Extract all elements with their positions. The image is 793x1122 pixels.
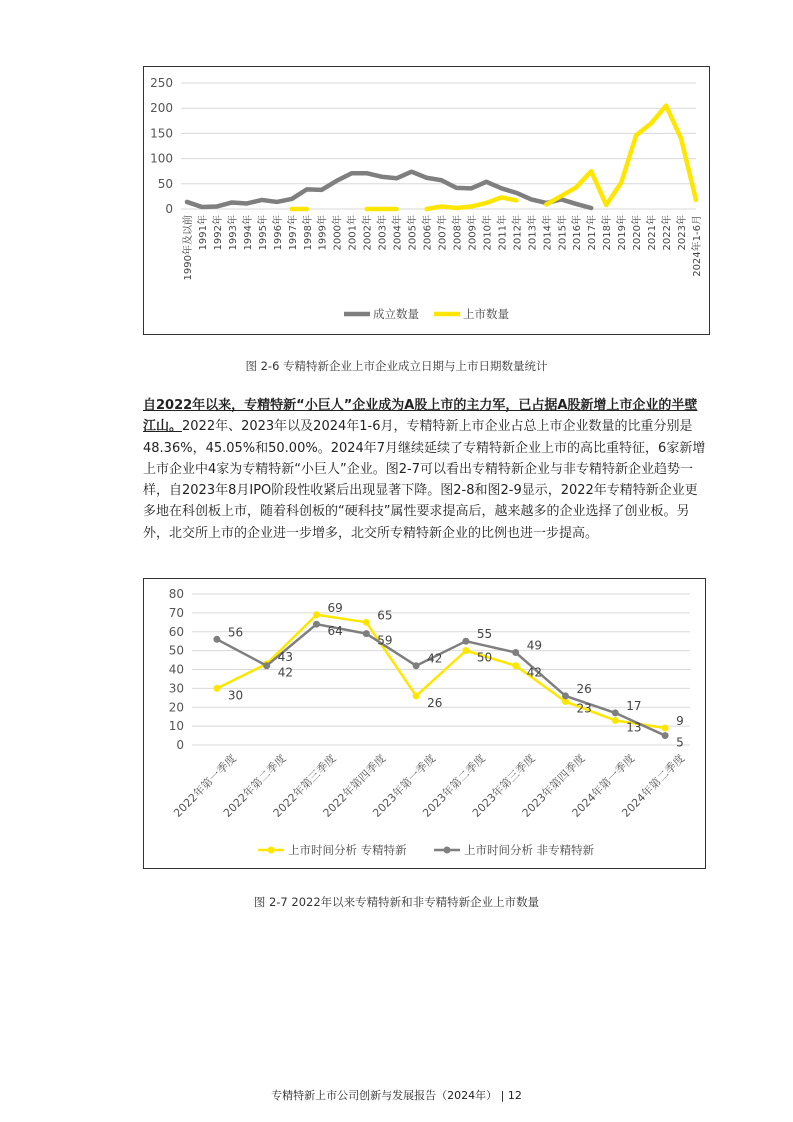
data-label: 5 (676, 735, 684, 750)
x-tick-label: 1997年 (287, 215, 299, 251)
y-tick-label: 100 (150, 151, 173, 166)
y-tick-label: 200 (150, 101, 173, 116)
x-tick-label: 2010年 (482, 215, 494, 251)
data-label: 56 (227, 625, 244, 640)
y-tick-label: 0 (176, 738, 184, 752)
x-tick-label: 2020年 (632, 215, 644, 251)
x-tick-label: 2018年 (602, 215, 614, 251)
x-tick-label: 2011年 (497, 215, 509, 251)
x-tick-label: 2016年 (572, 215, 584, 251)
legend-label: 上市时间分析 专精特新 (288, 843, 407, 857)
data-label: 26 (576, 681, 592, 696)
data-point (213, 685, 220, 692)
y-tick-label: 0 (165, 202, 173, 216)
series-line-2 (546, 106, 696, 205)
lead-sentence: 自2022年以来，专精特新“小巨人”企业成为A股上市的主力军，已占据A股新增上市企业的半壁江山。 (143, 398, 698, 435)
x-tick-label: 2002年 (362, 215, 374, 251)
x-tick-label: 1999年 (317, 215, 329, 251)
x-tick-label: 2007年 (437, 215, 449, 251)
x-tick-label: 2014年 (542, 215, 554, 251)
x-tick-label: 1995年 (257, 215, 269, 251)
legend-marker (268, 847, 275, 854)
y-tick-label: 50 (157, 176, 173, 191)
y-tick-label: 20 (168, 700, 184, 715)
data-point (562, 692, 569, 699)
series-line-2 (217, 624, 665, 735)
y-tick-label: 50 (168, 643, 184, 658)
legend-label: 成立数量 (373, 307, 419, 321)
data-label: 17 (626, 698, 642, 713)
data-label: 64 (327, 624, 343, 639)
x-tick-label: 2008年 (452, 215, 464, 251)
x-tick-label: 2023年第三季度 (469, 751, 538, 820)
y-tick-label: 40 (168, 662, 184, 677)
x-tick-label: 1998年 (302, 215, 314, 251)
data-point (363, 619, 370, 626)
x-tick-label: 1992年 (212, 215, 224, 251)
founding-vs-listing-svg (144, 67, 709, 334)
data-label: 42 (277, 665, 293, 680)
data-point (462, 647, 469, 654)
data-label: 26 (427, 695, 443, 710)
data-label: 50 (476, 650, 493, 665)
x-tick-label: 2024年1-6月 (692, 215, 703, 277)
x-tick-label: 2000年 (332, 215, 344, 251)
data-label: 42 (427, 651, 443, 666)
x-tick-label: 2015年 (557, 215, 569, 251)
data-point (263, 662, 270, 669)
founding-vs-listing-chart (143, 66, 710, 335)
y-tick-label: 60 (168, 624, 184, 639)
x-tick-label: 2022年第三季度 (270, 751, 339, 820)
x-tick-label: 2001年 (347, 215, 359, 251)
x-tick-label: 2023年第一季度 (370, 751, 439, 820)
data-label: 65 (377, 608, 393, 623)
x-tick-label: 2021年 (647, 215, 659, 251)
data-label: 43 (277, 649, 293, 664)
data-point (512, 649, 519, 656)
y-tick-label: 10 (168, 719, 184, 734)
legend-label: 上市数量 (463, 307, 509, 321)
data-label: 49 (526, 638, 542, 653)
x-tick-label: 1996年 (272, 215, 284, 251)
x-tick-label: 2006年 (422, 215, 434, 251)
data-point (213, 636, 220, 643)
x-tick-label: 2022年第二季度 (220, 751, 289, 820)
x-tick-label: 2003年 (377, 215, 389, 251)
x-tick-label: 2012年 (512, 215, 524, 251)
legend-marker (444, 847, 451, 854)
figure-2-7-caption: 图 2-7 2022年以来专精特新和非专精特新企业上市数量 (253, 895, 540, 909)
x-tick-label: 2023年 (677, 215, 689, 251)
data-label: 55 (476, 627, 493, 642)
x-tick-label: 2004年 (392, 215, 404, 251)
x-tick-label: 1991年 (197, 215, 209, 251)
quarterly-listing-chart (143, 578, 706, 869)
data-point (662, 732, 669, 739)
x-tick-label: 1994年 (242, 215, 254, 251)
x-tick-label: 2005年 (407, 215, 419, 251)
data-point (413, 692, 420, 699)
x-tick-label: 2017年 (587, 215, 599, 251)
x-tick-label: 2019年 (617, 215, 629, 251)
paragraph-text: 2022年、2023年以及2024年1-6月，专精特新上市企业占总上市企业数量的比重分别是48.36%，45.05%和50.00%。2024年7月继续延续了专精特新企业上市的高比重特征，6家新增上市企业中4家为专精特新“小巨人”企业。图2-7可以看出专精特新企业与非专精特新企业趋势一样，自2023年8月IPO阶段性收紧后出现显著下降。图2-8和图2-9显示，2022年专精特新企业更多地在科创板上市，随着科创板的“硬科技”属性要求提高后，越来越多的企业选择了创业板。另外，北交所上市的企业进一步增多，北交所专精特新企业的比例也进一步提高。 (143, 419, 706, 541)
legend-label: 上市时间分析 非专精特新 (464, 843, 595, 857)
y-tick-label: 70 (168, 605, 184, 620)
x-tick-label: 2023年第二季度 (420, 751, 489, 820)
data-label: 30 (227, 688, 244, 703)
data-point (512, 662, 519, 669)
series-line-1 (187, 172, 591, 208)
x-tick-label: 2023年第四季度 (519, 751, 588, 820)
y-tick-label: 30 (168, 681, 184, 696)
data-point (313, 611, 320, 618)
quarterly-listing-svg (144, 579, 705, 868)
y-tick-label: 250 (150, 76, 173, 90)
y-tick-label: 150 (150, 126, 173, 141)
x-tick-label: 1993年 (227, 215, 239, 251)
x-tick-label: 2024年第一季度 (569, 751, 638, 820)
data-point (612, 709, 619, 716)
data-point (462, 638, 469, 645)
data-label: 59 (377, 633, 393, 648)
data-point (363, 630, 370, 637)
data-label: 13 (626, 720, 642, 735)
x-tick-label: 1990年及以前 (183, 215, 194, 281)
figure-2-6-caption: 图 2-6 专精特新企业上市企业成立日期与上市日期数量统计 (245, 359, 548, 373)
x-tick-label: 2013年 (527, 215, 539, 251)
data-label: 9 (676, 714, 684, 729)
data-label: 69 (327, 600, 343, 615)
data-point (612, 717, 619, 724)
data-label: 23 (576, 701, 592, 716)
body-paragraph (143, 395, 709, 544)
x-tick-label: 2022年 (662, 215, 674, 251)
page-footer: 专精特新上市公司创新与发展报告（2024年） | 12 (271, 1089, 522, 1102)
data-label: 42 (526, 665, 542, 680)
data-point (313, 621, 320, 628)
y-tick-label: 80 (168, 587, 184, 601)
x-tick-label: 2022年第一季度 (171, 751, 240, 820)
data-point (662, 725, 669, 732)
series-line-2 (427, 197, 517, 209)
x-tick-label: 2022年第四季度 (320, 751, 389, 820)
data-point (413, 662, 420, 669)
x-tick-label: 2009年 (467, 215, 479, 251)
x-tick-label: 2024年第二季度 (619, 751, 688, 820)
